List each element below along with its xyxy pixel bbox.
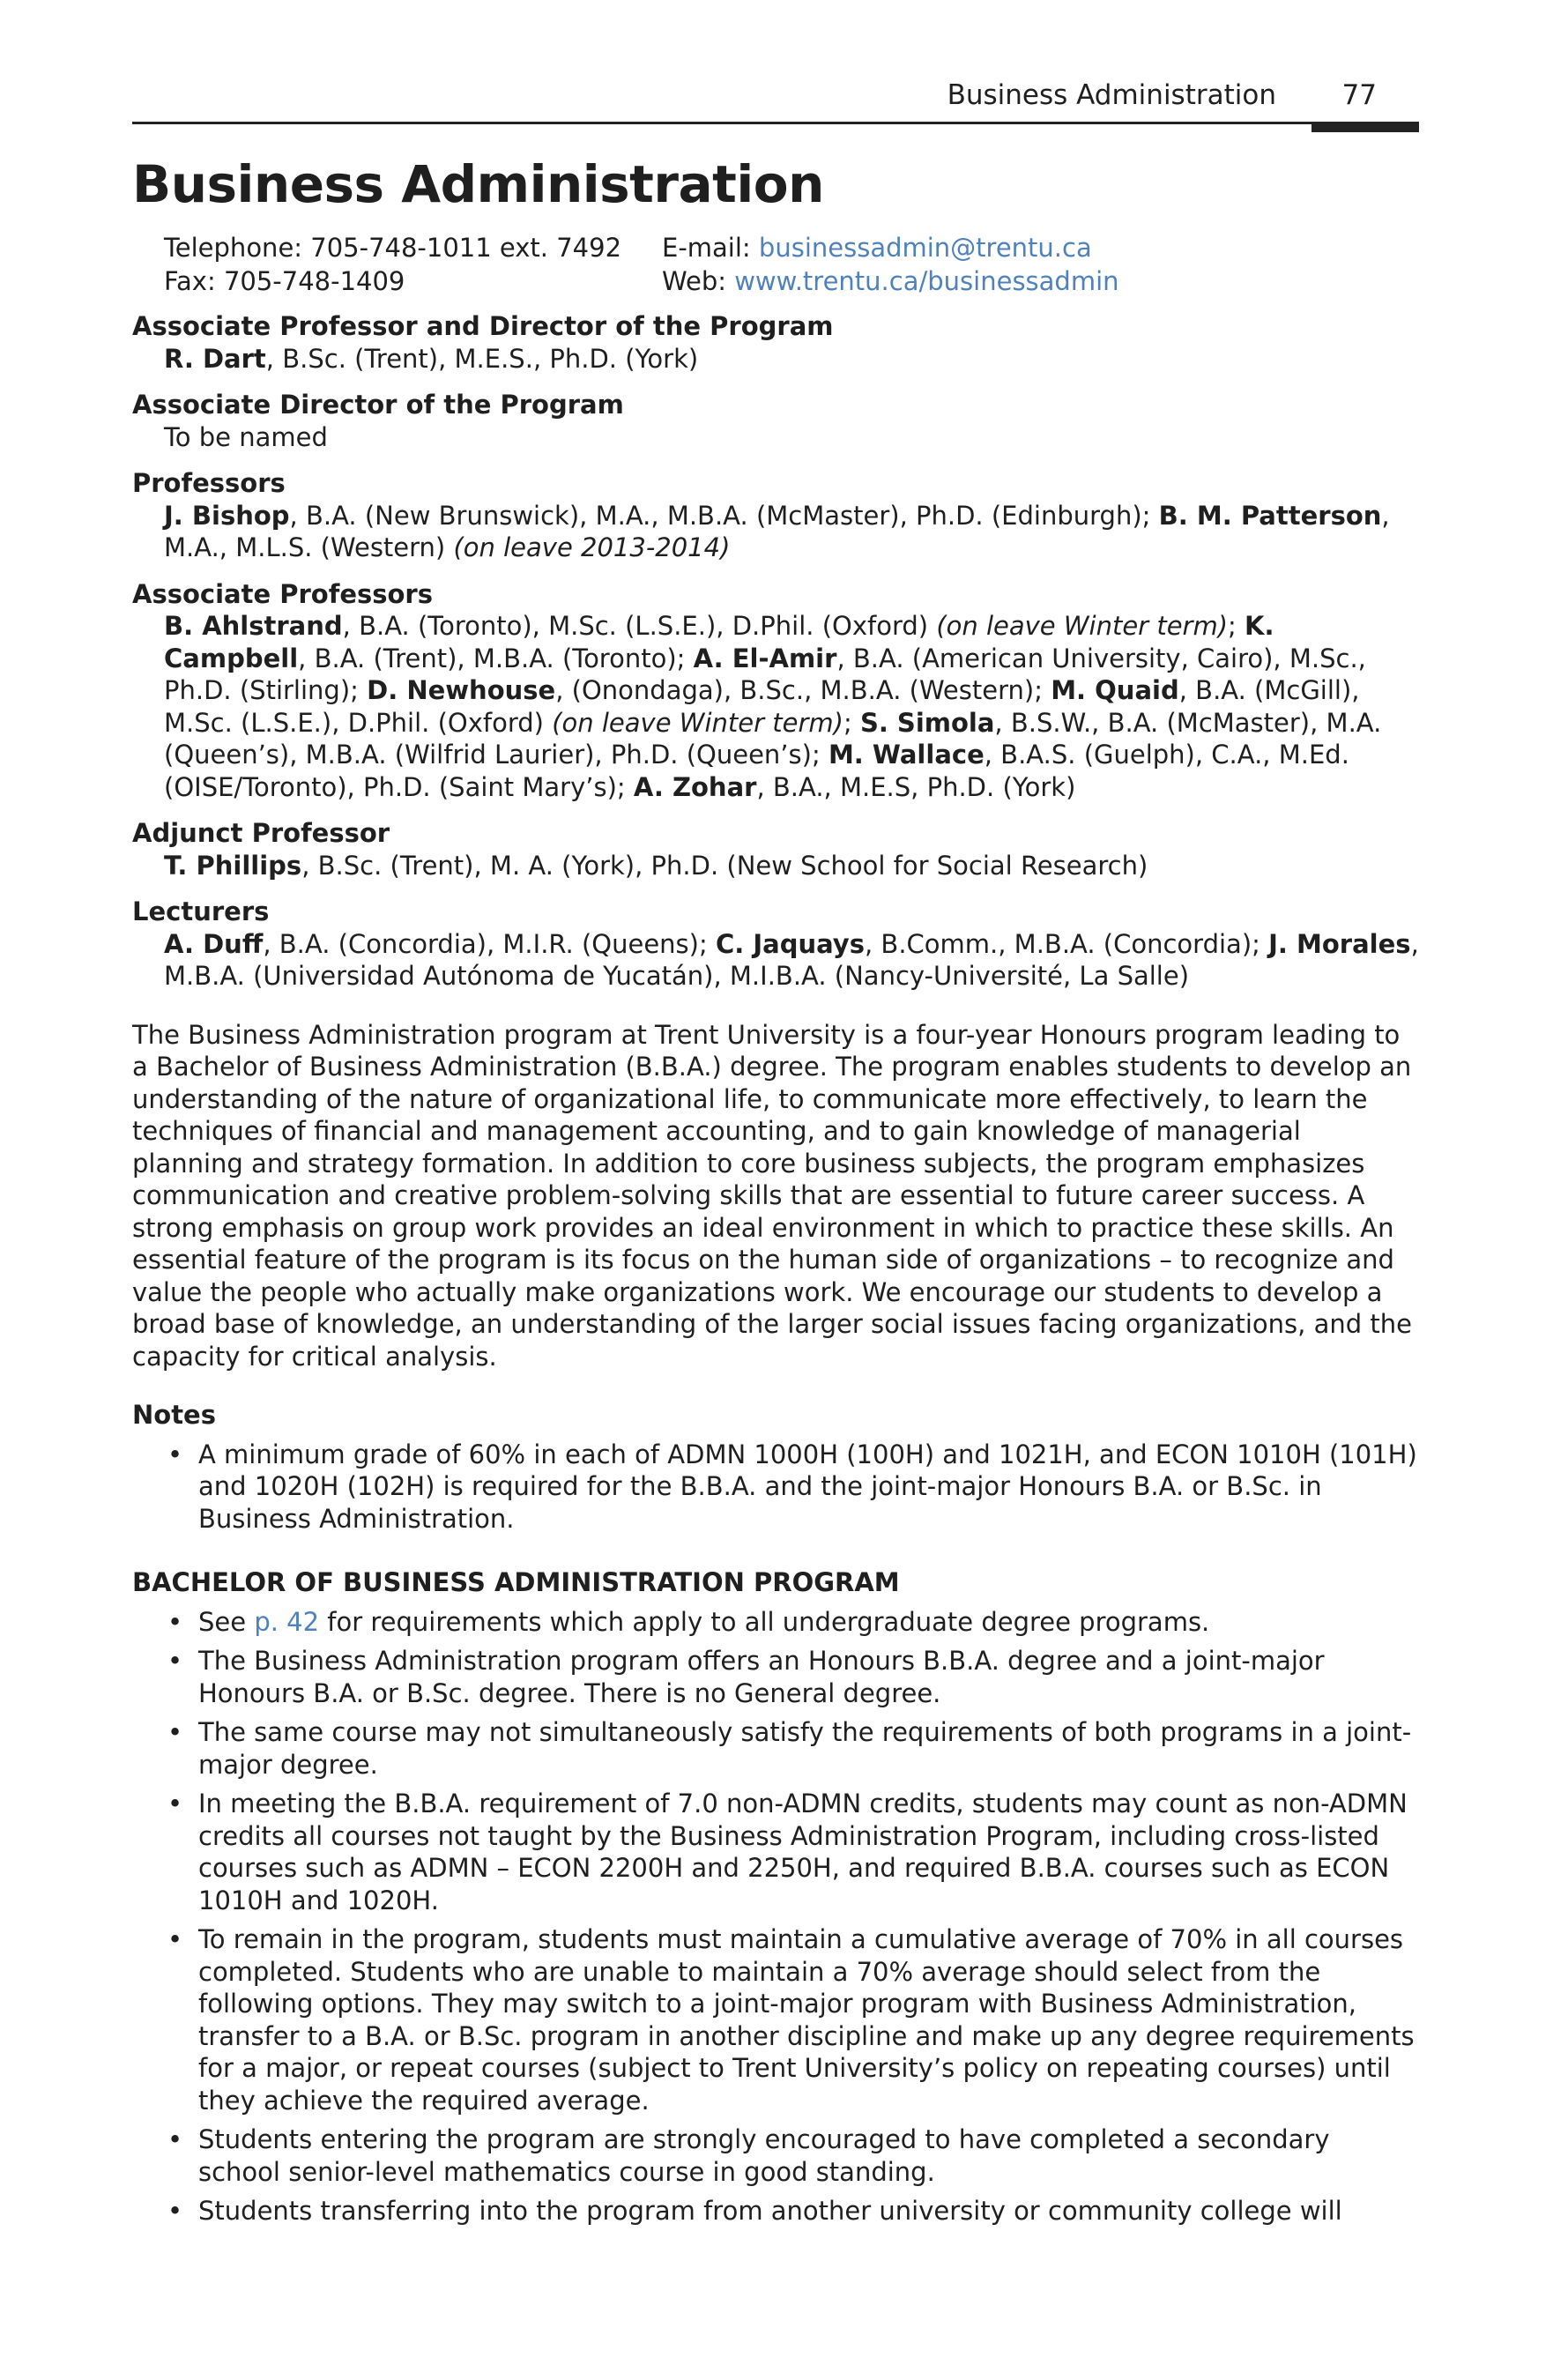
assoc-professor-credentials: , B.S.W., B.A. (McMaster), M.A. (Queen’s), M.B.A. (Wilfrid Laurier), Ph.D. (Queen’s);: [164, 707, 1382, 770]
assoc-professor-name: D. Newhouse: [367, 675, 556, 705]
assoc-professor-credentials: , B.A. (McGill), M.Sc. (L.S.E.), D.Phil. (Oxford): [164, 675, 1360, 738]
lecturer-credentials: , B.A. (Concordia), M.I.R. (Queens);: [263, 928, 716, 959]
telephone: Telephone: 705-748-1011 ext. 7492: [164, 233, 622, 263]
director-entry: [132, 343, 1419, 376]
contact-web-column: [662, 231, 1367, 298]
lecturers-heading: Lecturers: [132, 896, 270, 926]
program-item-text-pre: See: [198, 1606, 255, 1637]
bullet-icon: •: [167, 1789, 183, 1818]
separator: ;: [1228, 611, 1245, 641]
assoc-professors-entry: [132, 610, 1419, 803]
bullet-icon: •: [167, 1717, 183, 1747]
assoc-professor-credentials: , B.A.S. (Guelph), C.A., M.Ed. (OISE/Toronto), Ph.D. (Saint Mary’s);: [164, 740, 1349, 802]
program-item-text: Students transferring into the program from another university or community college will: [198, 2196, 1342, 2226]
program-list: [132, 1606, 1419, 2228]
contact-phone-column: [164, 231, 658, 298]
assoc-director-heading: Associate Director of the Program: [132, 390, 624, 420]
email-link[interactable]: businessadmin@trentu.ca: [758, 233, 1092, 263]
web-label: Web:: [662, 266, 735, 296]
lecturer-name: C. Jaquays: [715, 928, 865, 959]
assoc-director-entry: To be named: [164, 421, 328, 452]
program-item: [132, 1923, 1419, 2116]
professor-name: J. Bishop: [164, 500, 290, 531]
bullet-icon: •: [167, 1439, 183, 1469]
notes-list: [132, 1439, 1419, 1536]
leave-note: (on leave Winter term): [936, 611, 1229, 641]
web-link[interactable]: www.trentu.ca/businessadmin: [734, 266, 1119, 296]
running-head-title: Business Administration: [947, 79, 1276, 111]
assoc-professor-name: S. Simola: [859, 707, 995, 738]
assoc-professor-name: M. Wallace: [828, 740, 985, 770]
program-item-text: The same course may not simultaneously satisfy the requirements of both programs in a joint-major degree.: [198, 1717, 1412, 1780]
program-item-text-post: for requirements which apply to all undergraduate degree programs.: [319, 1606, 1210, 1637]
adjunct-credentials: , B.Sc. (Trent), M. A. (York), Ph.D. (New School for Social Research): [301, 850, 1148, 881]
lecturers-entry: [132, 928, 1419, 993]
bullet-icon: •: [167, 1606, 183, 1637]
program-item-text: In meeting the B.B.A. requirement of 7.0 non-ADMN credits, students may count as non-ADMN credits all courses not taught by the Business Administration Program, including cross-listed courses such as ADMN – ECON 2200H and 2250H, and required B.B.A. courses such as ECON 1010H and 1020H.: [198, 1789, 1408, 1915]
leave-note: (on leave Winter term): [552, 707, 843, 738]
director-name: R. Dart: [164, 343, 266, 374]
bullet-icon: •: [167, 2124, 183, 2154]
header-rule: [132, 122, 1419, 124]
bullet-icon: •: [167, 1646, 183, 1676]
program-item: [132, 1716, 1419, 1781]
program-item: [132, 1645, 1419, 1709]
assoc-professor-credentials: , B.A., M.E.S, Ph.D. (York): [756, 771, 1076, 802]
professor-name: B. M. Patterson: [1158, 500, 1382, 531]
assoc-professor-name: A. Zohar: [633, 771, 757, 802]
running-head: [132, 79, 1419, 120]
lecturer-name: A. Duff: [164, 928, 264, 959]
leave-note: (on leave 2013-2014): [453, 532, 731, 562]
email-label: E-mail:: [662, 233, 759, 263]
adjunct-entry: [132, 850, 1419, 882]
director-heading: Associate Professor and Director of the Program: [132, 311, 834, 341]
lecturer-name: J. Morales: [1268, 928, 1411, 959]
program-item: [132, 2195, 1419, 2228]
assoc-professor-credentials: , (Onondaga), B.Sc., M.B.A. (Western);: [555, 675, 1051, 705]
assoc-professor-name: B. Ahlstrand: [164, 611, 343, 641]
assoc-professor-name: K. Campbell: [164, 611, 1274, 673]
assoc-professor-credentials: , B.A. (Toronto), M.Sc. (L.S.E.), D.Phil. (Oxford): [342, 611, 937, 641]
fax: Fax: 705-748-1409: [164, 266, 405, 296]
email-line: [662, 231, 1367, 264]
program-item: [132, 1606, 1419, 1639]
header-tab-block: [1312, 122, 1419, 132]
professor-credentials: , B.A. (New Brunswick), M.A., M.B.A. (McMaster), Ph.D. (Edinburgh);: [289, 500, 1159, 531]
program-item: [132, 2123, 1419, 2188]
assoc-professor-credentials: , B.A. (American University, Cairo), M.Sc., Ph.D. (Stirling);: [164, 643, 1366, 705]
page-number: 77: [1341, 79, 1377, 111]
lecturer-credentials: , M.B.A. (Universidad Autónoma de Yucatán), M.I.B.A. (Nancy-Université, La Salle): [164, 928, 1419, 991]
separator: ;: [843, 707, 860, 738]
page: [132, 79, 1419, 2226]
page-reference-link[interactable]: p. 42: [254, 1606, 320, 1637]
program-item-text: To remain in the program, students must maintain a cumulative average of 70% in all courses completed. Students who are unable to maintain a 70% average should select from the following options. They may switch to a joint-major program with Business Administration, transfer to a B.A. or B.Sc. program in another discipline and make up any degree requirements for a major, or repeat courses (subject to Trent University’s policy on repeating courses) until they achieve the required average.: [198, 1924, 1415, 2116]
program-item-text: The Business Administration program offers an Honours B.B.A. degree and a joint-major Honours B.A. or B.Sc. degree. There is no General degree.: [198, 1646, 1325, 1708]
adjunct-heading: Adjunct Professor: [132, 818, 390, 848]
body: [132, 310, 1419, 2228]
professor-credentials: , M.A., M.L.S. (Western): [164, 500, 1390, 562]
notes-item-text: A minimum grade of 60% in each of ADMN 1000H (100H) and 1021H, and ECON 1010H (101H) and 1020H (102H) is required for the B.B.A. and the joint-major Honours B.A. or B.Sc. in Business Administration.: [198, 1439, 1417, 1534]
assoc-professor-name: A. El-Amir: [693, 643, 837, 673]
notes-heading: Notes: [132, 1400, 216, 1430]
intro-paragraph: The Business Administration program at Trent University is a four-year Honours program leading to a Bachelor of Business Administration (B.B.A.) degree. The program enables students to develop an understanding of the nature of organizational life, to communicate more effectively, to learn the techniques of financial and management accounting, and to gain knowledge of managerial planning and strategy formation. In addition to core business subjects, the program emphasizes communication and creative problem-solving skills that are essential to future career success. A strong emphasis on group work provides an ideal environment in which to practice these skills. An essential feature of the program is its focus on the human side of organizations – to recognize and value the people who actually make organizations work. We encourage our students to develop a broad base of knowledge, an understanding of the larger social issues facing organizations, and the capacity for critical analysis.: [132, 1019, 1412, 1372]
adjunct-name: T. Phillips: [164, 850, 302, 881]
web-line: [662, 264, 1367, 298]
director-credentials: , B.Sc. (Trent), M.E.S., Ph.D. (York): [265, 343, 699, 374]
notes-item: [132, 1439, 1419, 1536]
professors-heading: Professors: [132, 468, 286, 498]
program-item: [132, 1788, 1419, 1916]
professors-entry: [132, 500, 1419, 564]
page-title: Business Administration: [132, 154, 824, 214]
assoc-professor-credentials: , B.A. (Trent), M.B.A. (Toronto);: [298, 643, 694, 673]
assoc-professor-name: M. Quaid: [1051, 675, 1179, 705]
bullet-icon: •: [167, 2196, 183, 2226]
bullet-icon: •: [167, 1924, 183, 1954]
program-heading: BACHELOR OF BUSINESS ADMINISTRATION PROGRAM: [132, 1567, 900, 1597]
lecturer-credentials: , B.Comm., M.B.A. (Concordia);: [864, 928, 1269, 959]
program-item-text: Students entering the program are strongly encouraged to have completed a secondary school senior-level mathematics course in good standing.: [198, 2124, 1330, 2187]
assoc-professors-heading: Associate Professors: [132, 578, 433, 609]
